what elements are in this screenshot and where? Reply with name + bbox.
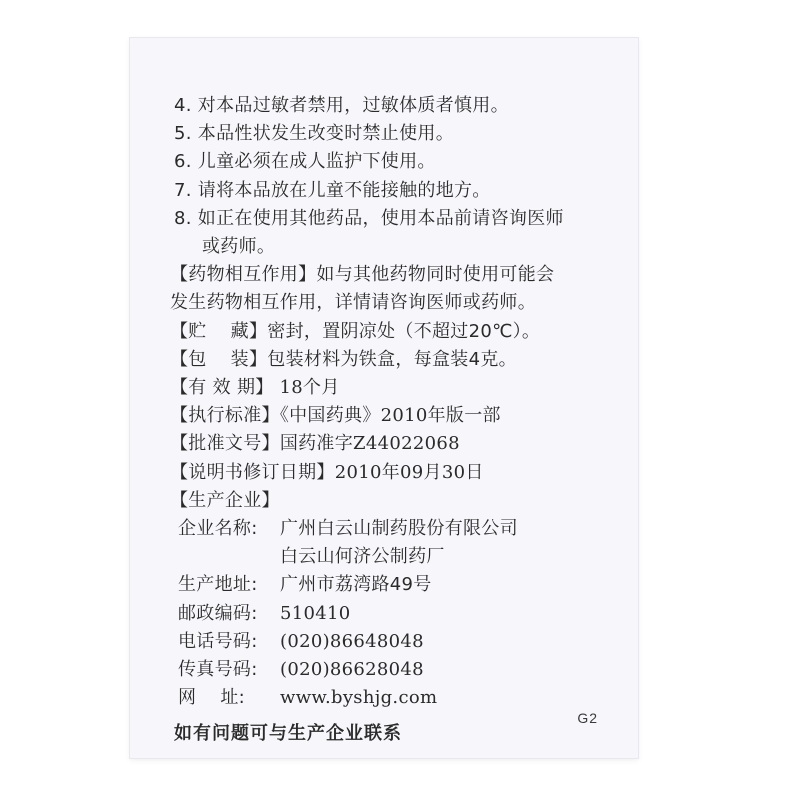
website-label: 网 址: xyxy=(178,687,246,709)
interaction-section xyxy=(170,263,554,287)
page-number: G2 xyxy=(577,710,598,726)
precaution-item: 6. 儿童必须在成人监护下使用。 xyxy=(174,151,436,173)
address-value: 广州市荔湾路49号 xyxy=(280,574,432,596)
interaction-text-continued: 发生药物相互作用，详情请咨询医师或药师。 xyxy=(170,292,536,314)
precaution-item: 7. 请将本品放在儿童不能接触的地方。 xyxy=(174,179,491,201)
precaution-item: 5. 本品性状发生改变时禁止使用。 xyxy=(174,123,454,145)
storage-value: 密封，置阴凉处（不超过20℃）。 xyxy=(267,320,541,342)
package-value: 包装材料为铁盒，每盒装4克。 xyxy=(267,348,517,370)
company-branch: 白云山何济公制药厂 xyxy=(280,546,445,568)
address-label: 生产地址: xyxy=(178,574,258,596)
contact-note: 如有问题可与生产企业联系 xyxy=(174,723,402,745)
phone-value: (020)86648048 xyxy=(280,630,424,652)
validity-label: 【有 效 期】 xyxy=(170,377,274,398)
postcode-label: 邮政编码: xyxy=(178,602,258,624)
company-name: 广州白云山制药股份有限公司 xyxy=(280,518,518,539)
storage-row xyxy=(170,320,540,344)
revision-label: 【说明书修订日期】 xyxy=(170,461,335,483)
precaution-item-continued: 或药师。 xyxy=(202,236,276,257)
standard-value: 《中国药典》2010年版一部 xyxy=(279,405,501,427)
fax-value: (020)86628048 xyxy=(280,659,424,680)
precaution-item: 4. 对本品过敏者禁用，过敏体质者慎用。 xyxy=(174,95,509,116)
approval-label: 【批准文号】 xyxy=(170,433,280,455)
standard-label: 【执行标准】 xyxy=(170,405,280,427)
precaution-item: 8. 如正在使用其他药品，使用本品前请咨询医师 xyxy=(174,207,564,229)
approval-value: 国药准字Z44022068 xyxy=(279,433,460,455)
storage-label: 【贮 藏】 xyxy=(170,320,268,342)
postcode-value: 510410 xyxy=(280,602,351,624)
interaction-text: 如与其他药物同时使用可能会 xyxy=(316,264,555,286)
interaction-label: 【药物相互作用】 xyxy=(170,264,317,286)
company-name-label: 企业名称: xyxy=(178,518,258,539)
approval-row xyxy=(170,432,460,456)
website-value[interactable]: www.byshjg.com xyxy=(280,687,438,709)
phone-label: 电话号码: xyxy=(178,630,258,652)
manufacturer-label: 【生产企业】 xyxy=(170,489,280,511)
standard-row xyxy=(170,404,501,428)
leaflet-page xyxy=(130,38,638,758)
revision-value: 2010年09月30日 xyxy=(334,461,484,483)
validity-value: 18个月 xyxy=(279,377,340,398)
package-label: 【包 装】 xyxy=(170,348,268,370)
revision-row xyxy=(170,461,484,485)
validity-row xyxy=(170,376,340,400)
fax-label: 传真号码: xyxy=(178,659,258,680)
package-row xyxy=(170,348,517,372)
